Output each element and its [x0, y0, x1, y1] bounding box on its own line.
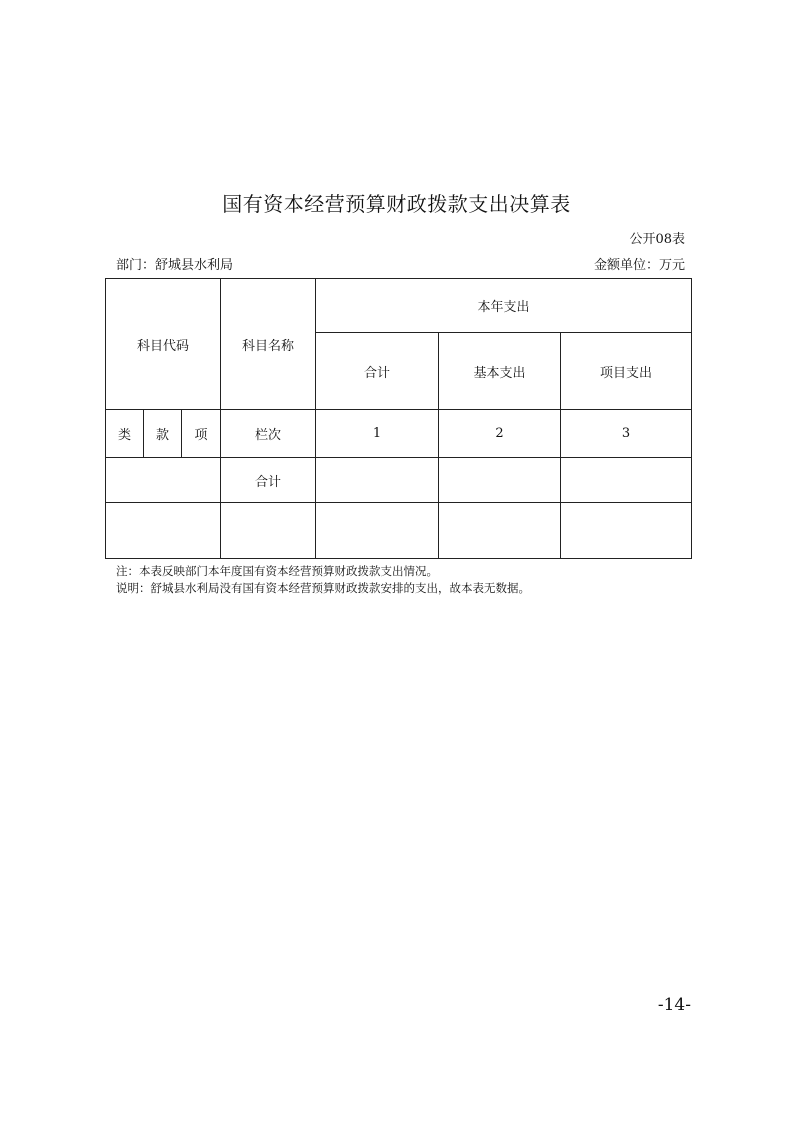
- header-total: 合计: [316, 333, 439, 410]
- department-label: 部门：舒城县水利局: [116, 258, 234, 273]
- amount-unit-label: 金额单位：万元: [593, 258, 685, 273]
- header-subject-name: 科目名称: [221, 279, 316, 410]
- sum-project-cell: [561, 458, 692, 503]
- sum-basic-cell: [439, 458, 561, 503]
- empty-basic-cell: [439, 503, 561, 559]
- column-index-1: 1: [316, 410, 439, 458]
- header-lei: 类: [106, 410, 144, 458]
- sum-total-cell: [316, 458, 439, 503]
- header-subject-code: 科目代码: [106, 279, 221, 410]
- header-column-no: 栏次: [221, 410, 316, 458]
- column-index-3: 3: [561, 410, 692, 458]
- table-row: [106, 458, 692, 503]
- sum-row-label: 合计: [221, 458, 316, 503]
- expense-table: [105, 278, 692, 559]
- explanation-text: 说明：舒城县水利局没有国有资本经营预算财政拨款安排的支出，故本表无数据。: [116, 581, 530, 595]
- table-row: [106, 503, 692, 559]
- column-index-2: 2: [439, 410, 561, 458]
- page-title: 国有资本经营预算财政拨款支出决算表: [222, 192, 571, 216]
- sum-row-code-cell: [106, 458, 221, 503]
- header-kuan: 款: [144, 410, 182, 458]
- empty-code-cell: [106, 503, 221, 559]
- empty-total-cell: [316, 503, 439, 559]
- header-project-expense: 项目支出: [561, 333, 692, 410]
- note-text: 注：本表反映部门本年度国有资本经营预算财政拨款支出情况。: [116, 564, 438, 578]
- header-current-year-expense: 本年支出: [316, 279, 692, 333]
- empty-name-cell: [221, 503, 316, 559]
- form-number: 公开08表: [629, 232, 685, 247]
- header-basic-expense: 基本支出: [439, 333, 561, 410]
- page-number: -14-: [657, 995, 691, 1015]
- header-xiang: 项: [182, 410, 221, 458]
- notes-block: [116, 563, 530, 597]
- empty-project-cell: [561, 503, 692, 559]
